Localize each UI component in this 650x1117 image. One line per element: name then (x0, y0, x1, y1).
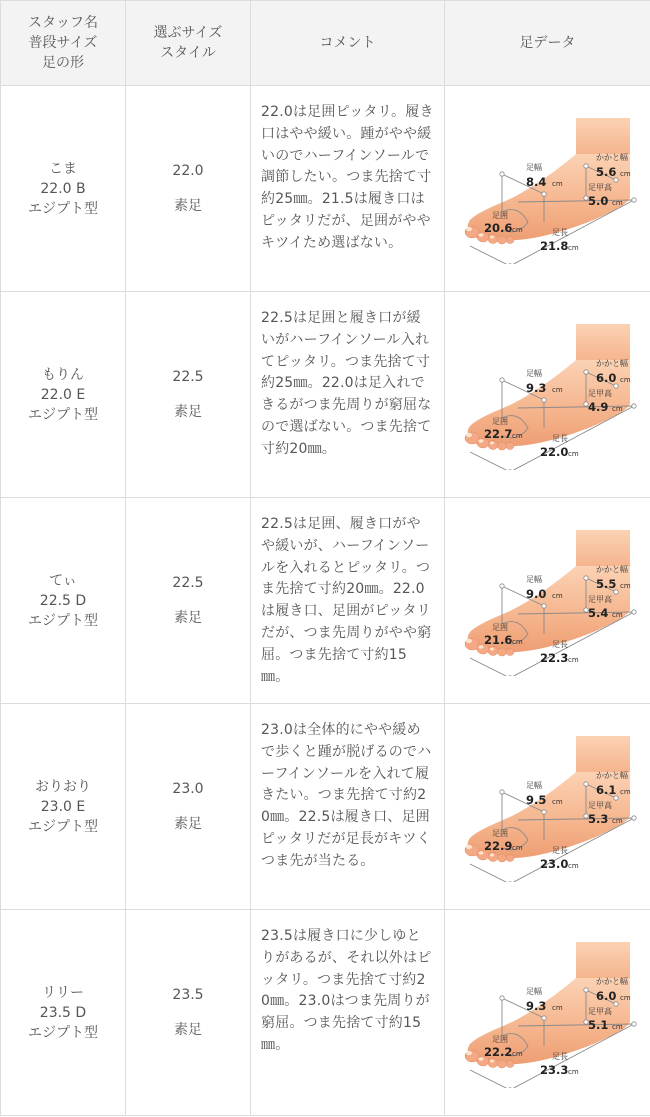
girth-unit: cm (511, 843, 523, 852)
girth-unit: cm (511, 225, 523, 234)
header-staff-line3: 足の形 (42, 55, 84, 71)
staff-cell (1, 910, 126, 1116)
heel-value: 5.5 (595, 576, 616, 591)
style: 素足 (174, 404, 202, 420)
girth-value: 22.9 (483, 838, 512, 853)
foot-diagram (458, 320, 638, 470)
style: 素足 (174, 1022, 202, 1038)
heel-label: かかと幅 (595, 358, 628, 368)
length-label: 足長 (551, 433, 568, 443)
girth-label: 足囲 (491, 1034, 508, 1044)
instep-unit: cm (611, 1022, 623, 1031)
comment-text: 22.5は足囲、履き口がやや緩いが、ハーフインソールを入れるとピッタリ。つま先捨て寸約20㎜。22.0は履き口、足囲がピッタリだが、つま先周りがやや窮屈。つま先捨て寸約15㎜。 (261, 516, 432, 685)
usual-size: 22.0 B (40, 180, 86, 197)
girth-unit: cm (511, 637, 523, 646)
instep-value: 4.9 (587, 399, 608, 414)
heel-value: 6.0 (595, 370, 616, 385)
chosen-size: 23.0 (172, 781, 204, 797)
length-label: 足長 (551, 227, 568, 237)
header-staff-line2: 普段サイズ (28, 35, 98, 51)
width-unit: cm (551, 179, 563, 188)
staff-name: リリー (42, 984, 84, 1001)
foot-diagram (458, 732, 638, 882)
heel-value: 5.6 (595, 164, 616, 179)
width-label: 足幅 (525, 162, 542, 172)
foot-shape-type: エジプト型 (28, 406, 98, 423)
length-value: 23.0 (539, 856, 568, 871)
comment-text: 22.0は足囲ピッタリ。履き口はやや緩い。踵がやや緩いのでハーフインソールで調節したい。つま先捨て寸約25㎜。21.5は履き口はピッタリだが、足囲がややキツイため選ばない。 (261, 104, 434, 251)
width-unit: cm (551, 1003, 563, 1012)
length-value: 22.0 (539, 444, 568, 459)
comment-text: 23.5は履き口に少しゆとりがあるが、それ以外はピッタリ。つま先捨て寸約20㎜。23.0はつま先周りが窮屈。つま先捨て寸約15㎜。 (261, 928, 432, 1053)
comment-text: 22.5は足囲と履き口が緩いがハーフインソール入れてピッタリ。つま先捨て寸約25㎜。22.0は足入れできるがつま先周りが窮屈なので選ばない。つま先捨て寸約20㎜。 (261, 310, 432, 457)
girth-value: 22.2 (483, 1044, 512, 1059)
instep-value: 5.4 (587, 605, 608, 620)
chosen-size: 23.5 (172, 987, 204, 1003)
foot-shape-type: エジプト型 (28, 200, 98, 217)
size-cell (126, 292, 251, 498)
comment-cell (251, 910, 445, 1116)
width-value: 9.5 (525, 792, 546, 807)
staff-cell (1, 86, 126, 292)
girth-value: 21.6 (483, 632, 512, 647)
foot-cell (445, 86, 650, 292)
length-value: 21.8 (539, 238, 568, 253)
width-label: 足幅 (525, 986, 542, 996)
girth-label: 足囲 (491, 828, 508, 838)
comment-text: 23.0は全体的にやや緩めで歩くと踵が脱げるのでハーフインソールを入れて履きたい。つま先捨て寸約20㎜。22.5は履き口、足囲ピッタリだが足長がキツくつま先が当たる。 (261, 722, 432, 869)
staff-cell (1, 498, 126, 704)
width-label: 足幅 (525, 780, 542, 790)
header-size-line1: 選ぶサイズ (153, 25, 223, 41)
foot-diagram (458, 938, 638, 1088)
size-cell (126, 86, 251, 292)
length-value: 22.3 (539, 650, 568, 665)
foot-cell (445, 704, 650, 910)
chosen-size: 22.5 (172, 369, 204, 385)
instep-value: 5.1 (587, 1017, 608, 1032)
usual-size: 22.0 E (40, 386, 86, 403)
comment-cell (251, 292, 445, 498)
length-unit: cm (567, 655, 579, 664)
foot-shape-type: エジプト型 (28, 1024, 98, 1041)
instep-label: 足甲高 (587, 388, 612, 398)
heel-unit: cm (619, 375, 631, 384)
foot-shape-type: エジプト型 (28, 612, 98, 629)
length-label: 足長 (551, 639, 568, 649)
instep-value: 5.3 (587, 811, 608, 826)
girth-label: 足囲 (491, 210, 508, 220)
instep-label: 足甲高 (587, 1006, 612, 1016)
style: 素足 (174, 816, 202, 832)
instep-unit: cm (611, 816, 623, 825)
width-value: 9.3 (525, 998, 546, 1013)
chosen-size: 22.0 (172, 163, 204, 179)
staff-cell (1, 292, 126, 498)
heel-label: かかと幅 (595, 976, 628, 986)
length-value: 23.3 (539, 1062, 568, 1077)
heel-value: 6.1 (595, 782, 616, 797)
style: 素足 (174, 198, 202, 214)
heel-unit: cm (619, 993, 631, 1002)
girth-label: 足囲 (491, 622, 508, 632)
size-cell (126, 704, 251, 910)
foot-cell (445, 498, 650, 704)
staff-name: おりおり (35, 778, 91, 795)
instep-unit: cm (611, 610, 623, 619)
staff-name: てぃ (49, 572, 77, 589)
width-label: 足幅 (525, 368, 542, 378)
length-label: 足長 (551, 1051, 568, 1061)
header-size-line2: スタイル (160, 45, 216, 61)
table-row (1, 86, 650, 292)
length-unit: cm (567, 861, 579, 870)
heel-unit: cm (619, 581, 631, 590)
staff-name: こま (49, 160, 77, 177)
chosen-size: 22.5 (172, 575, 204, 591)
heel-unit: cm (619, 787, 631, 796)
width-value: 9.0 (525, 586, 546, 601)
instep-label: 足甲高 (587, 594, 612, 604)
size-cell (126, 910, 251, 1116)
width-unit: cm (551, 385, 563, 394)
heel-label: かかと幅 (595, 564, 628, 574)
foot-cell (445, 292, 650, 498)
instep-unit: cm (611, 198, 623, 207)
foot-shape-type: エジプト型 (28, 818, 98, 835)
size-cell (126, 498, 251, 704)
width-value: 9.3 (525, 380, 546, 395)
heel-unit: cm (619, 169, 631, 178)
width-label: 足幅 (525, 574, 542, 584)
table-row (1, 292, 650, 498)
staff-name: もりん (42, 366, 84, 383)
header-foot: 足データ (445, 1, 650, 86)
heel-value: 6.0 (595, 988, 616, 1003)
table-row (1, 910, 650, 1116)
usual-size: 23.0 E (40, 798, 86, 815)
staff-cell (1, 704, 126, 910)
width-value: 8.4 (525, 174, 546, 189)
heel-label: かかと幅 (595, 770, 628, 780)
style: 素足 (174, 610, 202, 626)
girth-value: 22.7 (483, 426, 512, 441)
instep-label: 足甲高 (587, 800, 612, 810)
table-row (1, 704, 650, 910)
instep-value: 5.0 (587, 193, 608, 208)
length-unit: cm (567, 243, 579, 252)
length-unit: cm (567, 1067, 579, 1076)
instep-unit: cm (611, 404, 623, 413)
header-staff-line1: スタッフ名 (28, 15, 98, 31)
usual-size: 22.5 D (39, 592, 87, 609)
foot-cell (445, 910, 650, 1116)
girth-unit: cm (511, 1049, 523, 1058)
girth-unit: cm (511, 431, 523, 440)
header-size (126, 1, 251, 86)
comment-cell (251, 498, 445, 704)
girth-value: 20.6 (483, 220, 512, 235)
table-row (1, 498, 650, 704)
length-label: 足長 (551, 845, 568, 855)
width-unit: cm (551, 797, 563, 806)
foot-diagram (458, 526, 638, 676)
girth-label: 足囲 (491, 416, 508, 426)
instep-label: 足甲高 (587, 182, 612, 192)
header-staff (1, 1, 126, 86)
width-unit: cm (551, 591, 563, 600)
usual-size: 23.5 D (39, 1004, 87, 1021)
length-unit: cm (567, 449, 579, 458)
header-comment: コメント (251, 1, 445, 86)
heel-label: かかと幅 (595, 152, 628, 162)
foot-diagram (458, 114, 638, 264)
comment-cell (251, 86, 445, 292)
comment-cell (251, 704, 445, 910)
